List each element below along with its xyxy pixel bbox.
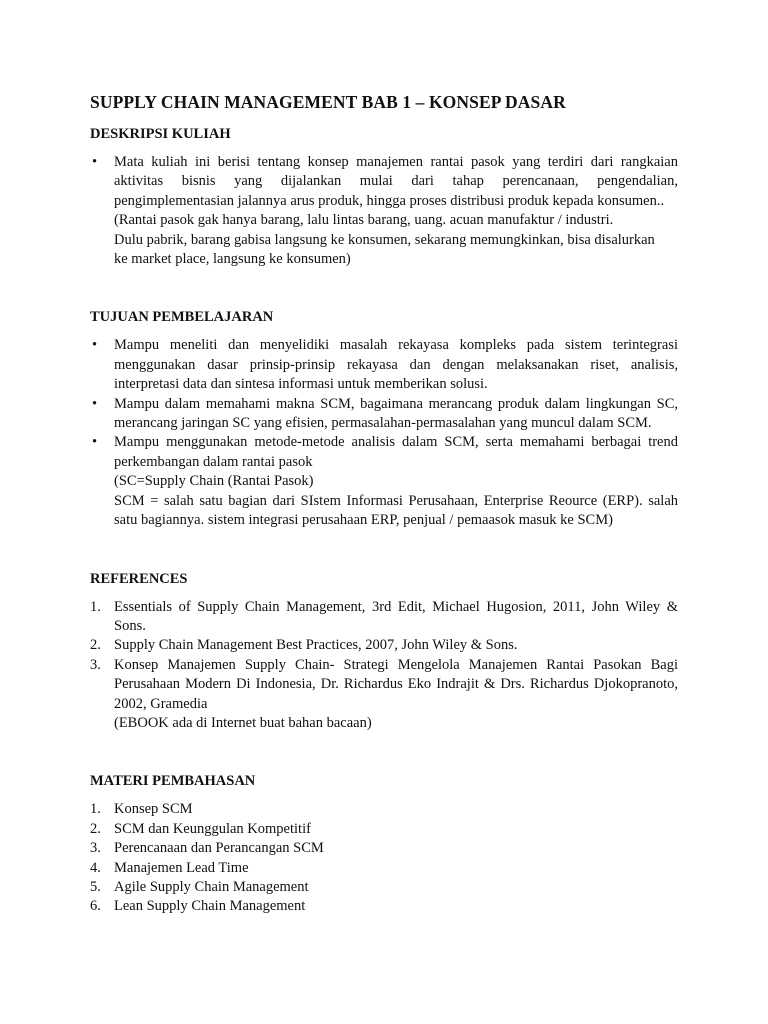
list-item-line: (EBOOK ada di Internet buat bahan bacaan) (114, 714, 372, 731)
list-item-line: Sons. (114, 617, 146, 634)
list-item-line: interpretasi data dan sintesa informasi untuk memberikan solusi. (114, 376, 488, 393)
bullet-icon: • (92, 434, 98, 451)
list-number: 3. (90, 840, 101, 857)
list-item (90, 153, 678, 269)
list-item-line: Lean Supply Chain Management (114, 898, 306, 915)
bullet-icon: • (92, 337, 98, 354)
list-item (90, 433, 678, 530)
list-item (90, 656, 678, 734)
list-item-line: ke market place, langsung ke konsumen) (114, 251, 351, 268)
section-tujuan (90, 309, 678, 530)
list-item-line: Mampu meneliti dan menyelidiki masalah rekayasa kompleks pada sistem terintegrasi (114, 337, 678, 354)
section-references (90, 571, 678, 734)
list-item-line: satu bagiannya. sistem integrasi perusahaan ERP, penjual / pemaasok masuk ke SCM) (114, 512, 613, 529)
list-item-line: pengimplementasian jalannya arus produk, hingga proses distribusi produk kepada konsumen.. (114, 192, 665, 209)
list-item (90, 897, 678, 916)
list-item-line: Manajemen Lead Time (114, 859, 249, 876)
list-item-line: Perusahaan Modern Di Indonesia, Dr. Richardus Eko Indrajit & Drs. Richardus Djokopranoto, (114, 676, 678, 693)
list-item (90, 859, 678, 878)
list-item-line: SCM = salah satu bagian dari SIstem Informasi Perusahaan, Enterprise Reource (ERP). salah (114, 492, 678, 509)
list-item-line: Dulu pabrik, barang gabisa langsung ke konsumen, sekarang memungkinkan, bisa disalurkan (114, 231, 655, 248)
list-number: 5. (90, 878, 101, 895)
section-heading-materi: MATERI PEMBAHASAN (90, 773, 256, 790)
list-item (90, 395, 678, 434)
section-materi (90, 773, 678, 916)
references-list (90, 598, 678, 734)
section-deskripsi (90, 126, 678, 269)
bullet-icon: • (92, 154, 98, 170)
section-heading-references: REFERENCES (90, 570, 188, 587)
list-item-line: perkembangan dalam rantai pasok (114, 453, 313, 470)
deskripsi-list (90, 153, 678, 269)
list-number: 2. (90, 637, 101, 654)
list-number: 2. (90, 820, 101, 837)
list-item-line: aktivitas bisnis yang dijalankan mulai dari tahap perencanaan, pengendalian, (114, 173, 678, 190)
section-heading-tujuan: TUJUAN PEMBELAJARAN (90, 309, 274, 326)
list-item-line: Mata kuliah ini berisi tentang konsep manajemen rantai pasok yang terdiri dari rangkaian (114, 154, 678, 170)
list-item (90, 598, 678, 637)
list-item-line: Mampu menggunakan metode-metode analisis dalam SCM, serta memahami berbagai trend (114, 434, 678, 451)
list-number: 6. (90, 898, 101, 915)
list-item-line: menggunakan dasar prinsip-prinsip rekayasa dan dengan melaksanakan riset, analisis, (114, 356, 678, 373)
list-number: 4. (90, 859, 101, 876)
list-item-line: Perencanaan dan Perancangan SCM (114, 840, 324, 857)
list-item-line: 2002, Gramedia (114, 695, 208, 712)
section-heading-deskripsi: DESKRIPSI KULIAH (90, 126, 231, 142)
list-item-line: Konsep SCM (114, 801, 193, 818)
list-item-line: Essentials of Supply Chain Management, 3rd Edit, Michael Hugosion, 2011, John Wiley & (114, 598, 678, 615)
list-item-line: Agile Supply Chain Management (114, 878, 309, 895)
list-item-line: (SC=Supply Chain (Rantai Pasok) (114, 473, 314, 490)
list-item-line: Konsep Manajemen Supply Chain- Strategi Mengelola Manajemen Rantai Pasokan Bagi (114, 656, 678, 673)
list-number: 3. (90, 656, 101, 673)
list-item (90, 336, 678, 394)
list-item-line: Supply Chain Management Best Practices, 2007, John Wiley & Sons. (114, 637, 518, 654)
tujuan-list (90, 336, 678, 530)
list-item (90, 820, 678, 839)
list-item-line: (Rantai pasok gak hanya barang, lalu lintas barang, uang. acuan manufaktur / industri. (114, 212, 614, 229)
list-item (90, 839, 678, 858)
document-title: SUPPLY CHAIN MANAGEMENT BAB 1 – KONSEP DASAR (90, 92, 566, 112)
list-item (90, 636, 678, 655)
bullet-icon: • (92, 395, 98, 412)
list-number: 1. (90, 801, 101, 818)
list-item-line: merancang jaringan SC yang efisien, permasalahan-permasalahan yang muncul dalam SCM. (114, 415, 652, 432)
list-item-line: SCM dan Keunggulan Kompetitif (114, 820, 311, 837)
list-item (90, 800, 678, 819)
list-number: 1. (90, 598, 101, 615)
list-item (90, 878, 678, 897)
list-item-line: Mampu dalam memahami makna SCM, bagaimana merancang produk dalam lingkungan SC, (114, 395, 678, 412)
materi-list (90, 800, 678, 916)
